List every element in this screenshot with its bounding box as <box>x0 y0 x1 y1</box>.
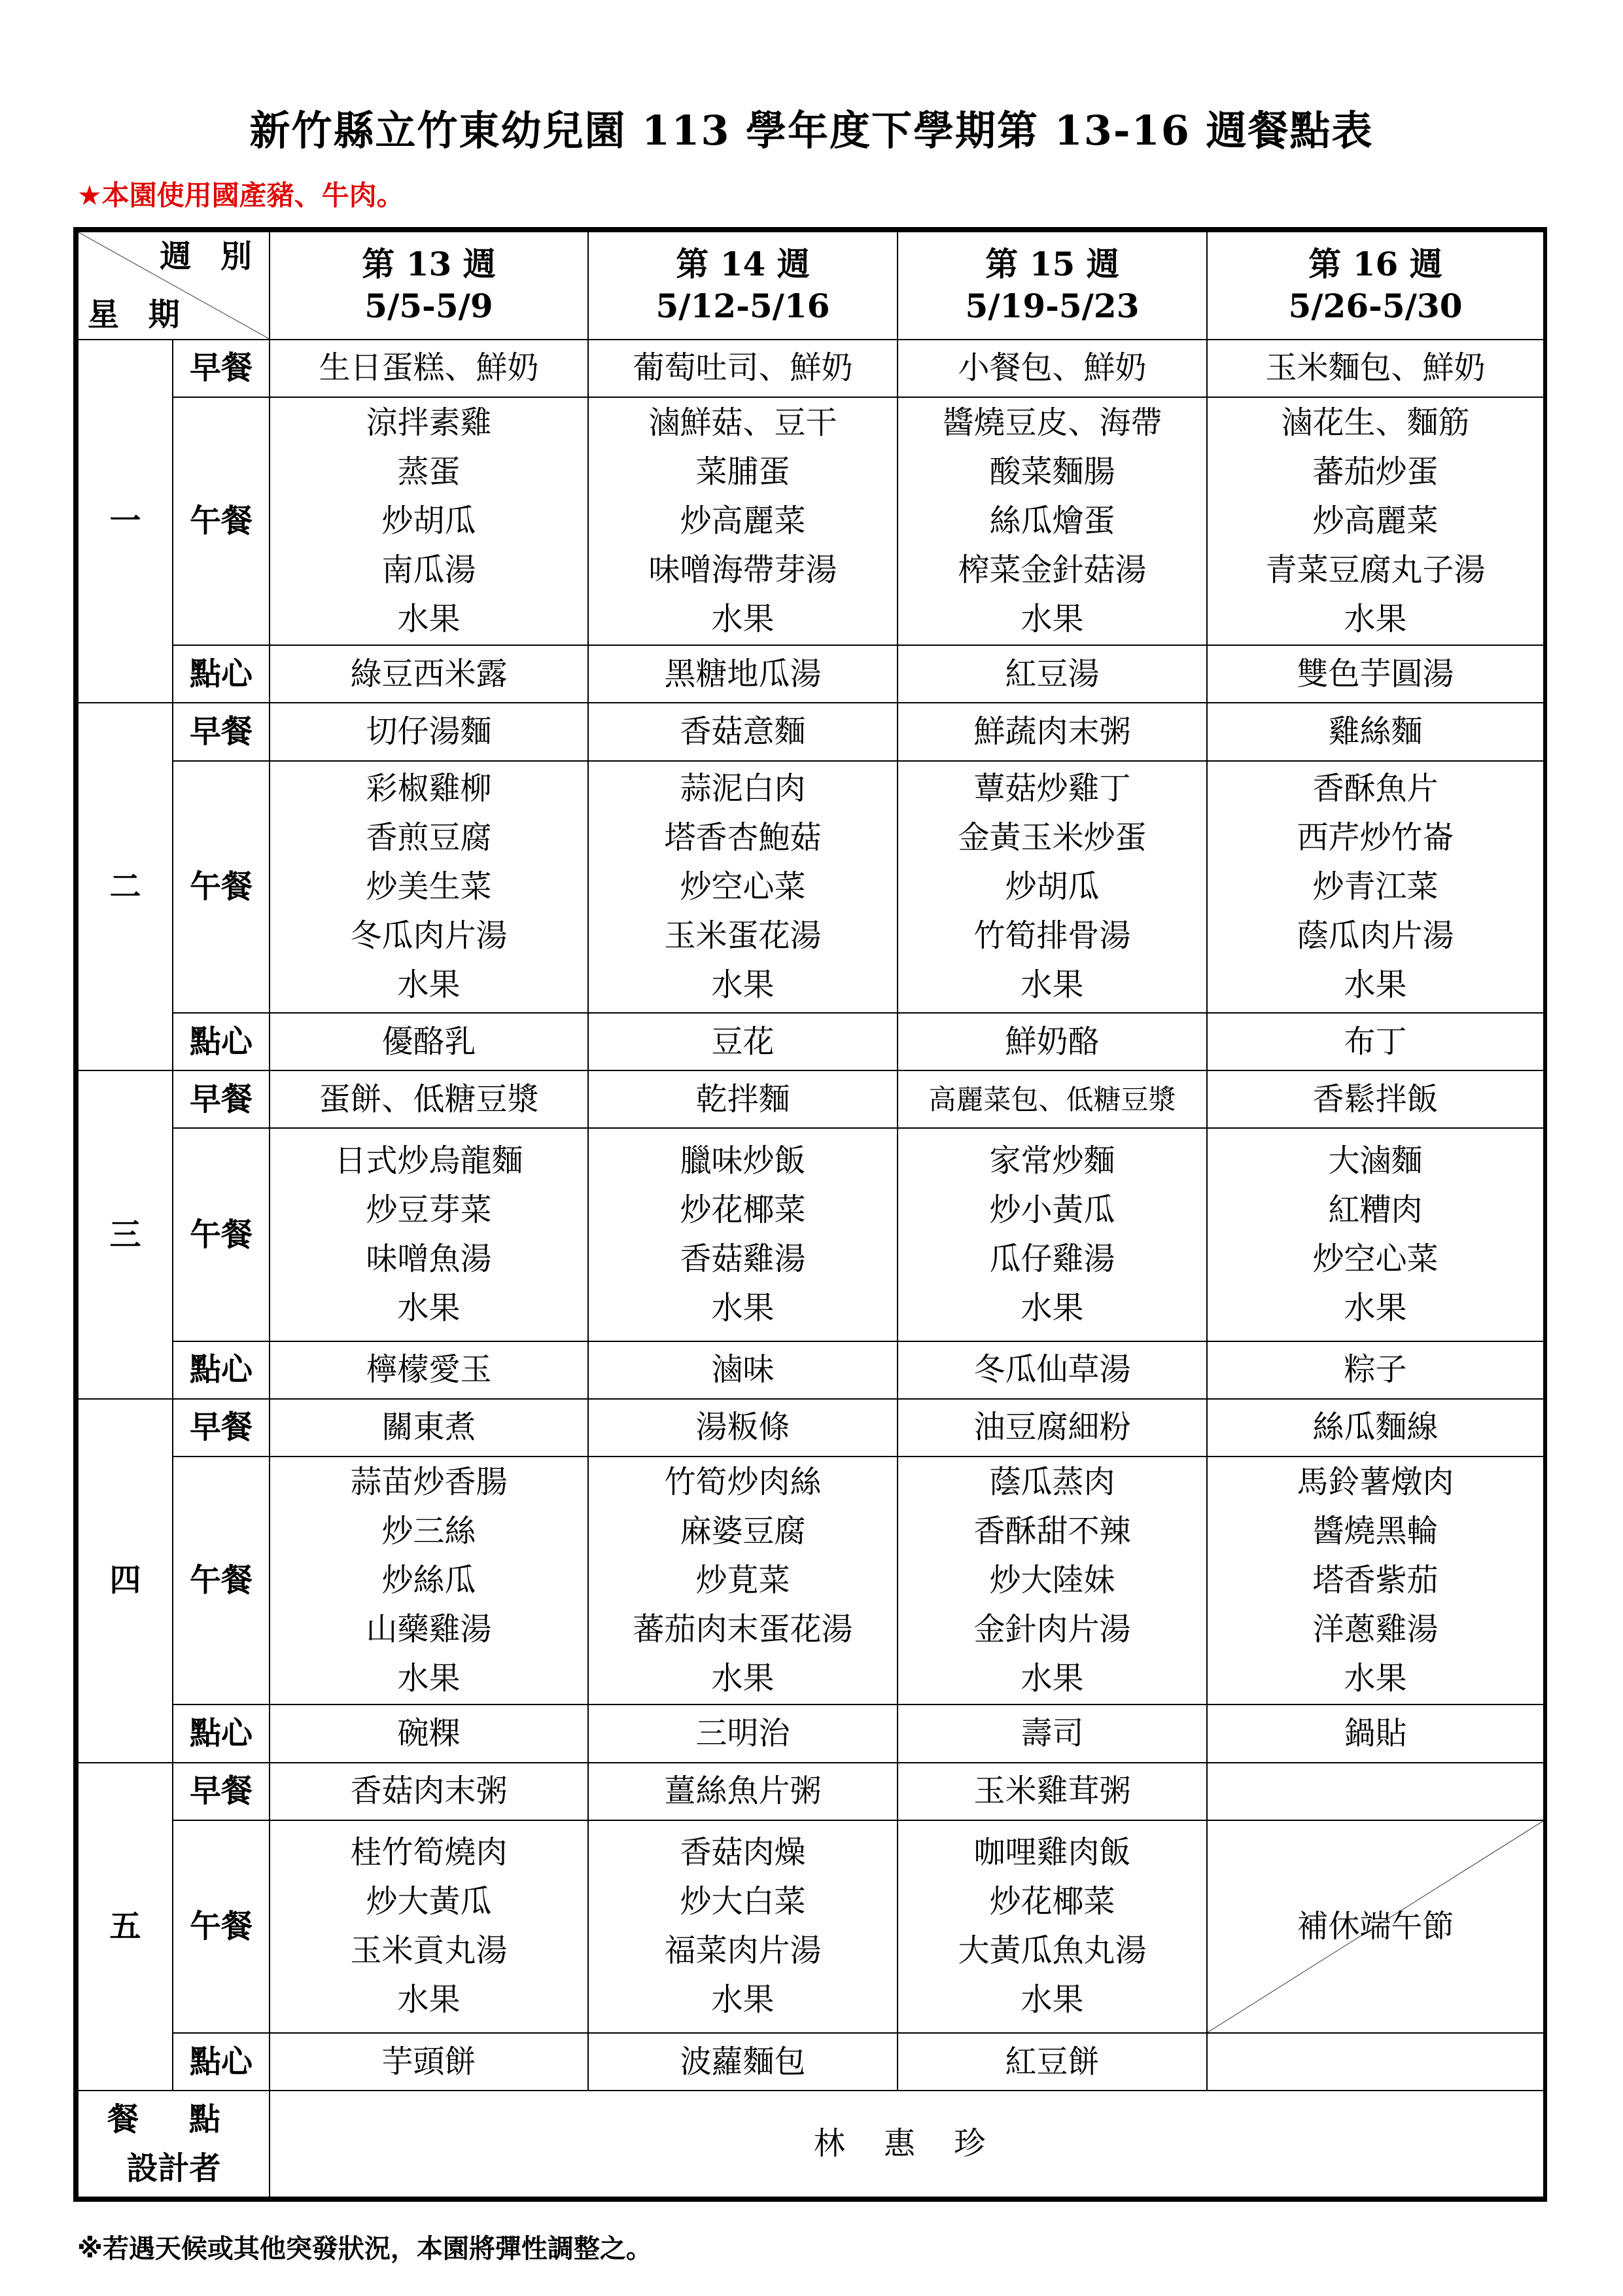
lunch-item: 蒜泥白肉 <box>680 769 806 807</box>
breakfast-cell: 鮮蔬肉末粥 <box>898 703 1207 760</box>
lunch-row <box>78 1128 1544 1341</box>
weather-footnote: ※若遇天候或其他突發狀況，本園將彈性調整之。 <box>77 2234 652 2264</box>
lunch-item: 竹筍排骨湯 <box>973 917 1131 954</box>
week-day-corner <box>78 232 270 340</box>
lunch-item: 山藥雞湯 <box>366 1611 492 1648</box>
lunch-item: 蒸蛋 <box>397 453 461 490</box>
lunch-item: 香酥魚片 <box>1312 769 1439 807</box>
designer-label-line-1: 餐 點 <box>107 2100 240 2138</box>
lunch-item: 涼拌素雞 <box>366 404 492 441</box>
lunch-item: 炒青江菜 <box>1312 868 1439 905</box>
breakfast-cell: 切仔湯麵 <box>270 703 588 760</box>
lunch-item: 榨菜金針菇湯 <box>958 551 1147 588</box>
lunch-cell <box>898 1128 1207 1341</box>
lunch-cell <box>1207 1128 1544 1341</box>
breakfast-cell: 小餐包、鮮奶 <box>898 340 1207 397</box>
lunch-item: 馬鈴薯燉肉 <box>1297 1464 1454 1501</box>
lunch-item: 南瓜湯 <box>381 551 476 588</box>
lunch-item: 酸菜麵腸 <box>989 453 1115 490</box>
lunch-item: 醬燒豆皮、海帶 <box>942 404 1162 441</box>
lunch-item: 水果 <box>1344 966 1407 1003</box>
breakfast-cell: 薑絲魚片粥 <box>588 1763 898 1820</box>
lunch-cell <box>270 1820 588 2033</box>
lunch-item: 炒大陸妹 <box>989 1562 1115 1599</box>
breakfast-cell: 香菇肉末粥 <box>270 1763 588 1820</box>
snack-cell: 壽司 <box>898 1704 1207 1762</box>
lunch-item: 炒高麗菜 <box>1312 502 1439 539</box>
snack-cell: 豆花 <box>588 1013 898 1070</box>
lunch-row <box>78 761 1544 1013</box>
meal-label-snack: 點心 <box>173 645 270 703</box>
breakfast-cell: 絲瓜麵線 <box>1207 1399 1544 1457</box>
lunch-item: 臘味炒飯 <box>680 1142 806 1180</box>
lunch-item: 炒胡瓜 <box>1005 868 1100 905</box>
designer-label-line-2: 設計者 <box>126 2149 221 2187</box>
snack-cell: 黑糖地瓜湯 <box>588 645 898 703</box>
lunch-item: 水果 <box>397 1660 461 1697</box>
breakfast-row <box>78 703 1544 760</box>
corner-day-label: 星 期 <box>88 296 189 333</box>
snack-cell: 檸檬愛玉 <box>270 1341 588 1399</box>
holiday-cell <box>1207 1820 1544 2033</box>
lunch-cell <box>1207 1457 1544 1704</box>
breakfast-cell: 高麗菜包、低糖豆漿 <box>898 1070 1207 1128</box>
breakfast-cell: 油豆腐細粉 <box>898 1399 1207 1457</box>
snack-row <box>78 2033 1544 2091</box>
lunch-item: 福菜肉片湯 <box>664 1932 822 1969</box>
week-label: 第 13 週 <box>362 245 496 284</box>
lunch-item: 金針肉片湯 <box>973 1611 1131 1648</box>
meal-label-lunch: 午餐 <box>173 1128 270 1341</box>
lunch-item: 瓜仔雞湯 <box>989 1241 1115 1278</box>
lunch-item: 玉米貢丸湯 <box>350 1932 508 1969</box>
lunch-item: 水果 <box>711 600 775 637</box>
lunch-item: 紅糟肉 <box>1328 1192 1423 1229</box>
meal-label-breakfast: 早餐 <box>173 1070 270 1128</box>
lunch-item: 蔭瓜肉片湯 <box>1297 917 1454 954</box>
lunch-item: 炒三絲 <box>381 1513 476 1550</box>
lunch-cell <box>270 761 588 1013</box>
lunch-item: 炒高麗菜 <box>680 502 806 539</box>
meal-label-snack: 點心 <box>173 1013 270 1070</box>
day-label: 一 <box>78 340 173 703</box>
snack-cell: 芋頭餅 <box>270 2033 588 2091</box>
lunch-item: 蒜苗炒香腸 <box>350 1464 508 1501</box>
breakfast-cell: 雞絲麵 <box>1207 703 1544 760</box>
lunch-item: 蕈菇炒雞丁 <box>973 769 1131 807</box>
lunch-item: 水果 <box>1344 1660 1407 1697</box>
lunch-item: 炒大白菜 <box>680 1883 806 1920</box>
lunch-item: 滷花生、麵筋 <box>1281 404 1470 441</box>
lunch-item: 家常炒麵 <box>989 1142 1115 1180</box>
lunch-item: 金黃玉米炒蛋 <box>958 819 1147 856</box>
snack-cell: 優酪乳 <box>270 1013 588 1070</box>
header-row <box>78 232 1544 340</box>
lunch-item: 炒絲瓜 <box>381 1562 476 1599</box>
lunch-item: 滷鮮菇、豆干 <box>648 404 837 441</box>
snack-cell: 三明治 <box>588 1704 898 1762</box>
snack-row <box>78 645 1544 703</box>
lunch-item: 塔香紫茄 <box>1312 1562 1439 1599</box>
snack-cell: 綠豆西米露 <box>270 645 588 703</box>
lunch-cell <box>898 1820 1207 2033</box>
breakfast-row <box>78 340 1544 397</box>
lunch-cell <box>1207 397 1544 645</box>
breakfast-cell: 關東煮 <box>270 1399 588 1457</box>
lunch-item: 炒莧菜 <box>695 1562 790 1599</box>
day-label: 二 <box>78 703 173 1070</box>
lunch-item: 炒小黃瓜 <box>989 1192 1115 1229</box>
lunch-item: 青菜豆腐丸子湯 <box>1265 551 1486 588</box>
lunch-item: 炒胡瓜 <box>381 502 476 539</box>
week-dates: 5/19-5/23 <box>965 287 1140 326</box>
meal-label-breakfast: 早餐 <box>173 703 270 760</box>
snack-cell: 鮮奶酪 <box>898 1013 1207 1070</box>
snack-row <box>78 1341 1544 1399</box>
lunch-item: 水果 <box>1344 1290 1407 1327</box>
week-header-16 <box>1207 232 1544 340</box>
lunch-item: 炒豆芽菜 <box>366 1192 492 1229</box>
snack-row <box>78 1704 1544 1762</box>
lunch-item: 玉米蛋花湯 <box>664 917 822 954</box>
week-dates: 5/12-5/16 <box>655 287 830 326</box>
meal-menu-table <box>77 231 1544 2198</box>
lunch-cell <box>588 397 898 645</box>
day-label: 五 <box>78 1763 173 2091</box>
meal-label-snack: 點心 <box>173 1704 270 1762</box>
lunch-item: 水果 <box>397 1290 461 1327</box>
lunch-item: 水果 <box>397 600 461 637</box>
lunch-item: 炒大黃瓜 <box>366 1883 492 1920</box>
meal-label-lunch: 午餐 <box>173 1457 270 1704</box>
breakfast-cell <box>1207 1763 1544 1820</box>
lunch-cell <box>588 1457 898 1704</box>
lunch-item: 炒美生菜 <box>366 868 492 905</box>
lunch-item: 水果 <box>1021 966 1084 1003</box>
designer-label <box>78 2091 270 2197</box>
lunch-item: 絲瓜燴蛋 <box>989 502 1115 539</box>
lunch-item: 水果 <box>397 966 461 1003</box>
meal-label-breakfast: 早餐 <box>173 1763 270 1820</box>
week-header-15 <box>898 232 1207 340</box>
snack-cell: 滷味 <box>588 1341 898 1399</box>
breakfast-cell: 生日蛋糕、鮮奶 <box>270 340 588 397</box>
snack-row <box>78 1013 1544 1070</box>
breakfast-cell: 乾拌麵 <box>588 1070 898 1128</box>
lunch-item: 水果 <box>1021 1660 1084 1697</box>
lunch-item: 水果 <box>711 966 775 1003</box>
lunch-item: 竹筍炒肉絲 <box>664 1464 822 1501</box>
lunch-item: 水果 <box>1021 1981 1084 2019</box>
week-label: 第 15 週 <box>985 245 1119 284</box>
snack-cell: 碗粿 <box>270 1704 588 1762</box>
week-label: 第 16 週 <box>1308 245 1442 284</box>
breakfast-cell: 香菇意麵 <box>588 703 898 760</box>
snack-cell <box>1207 2033 1544 2091</box>
lunch-item: 炒空心菜 <box>1312 1241 1439 1278</box>
week-dates: 5/26-5/30 <box>1288 287 1463 326</box>
day-label: 三 <box>78 1070 173 1399</box>
lunch-item: 水果 <box>711 1981 775 2019</box>
snack-cell: 冬瓜仙草湯 <box>898 1341 1207 1399</box>
lunch-item: 水果 <box>1344 600 1407 637</box>
lunch-cell <box>588 761 898 1013</box>
lunch-row <box>78 1820 1544 2033</box>
lunch-item: 炒花椰菜 <box>989 1883 1115 1920</box>
week-header-13 <box>270 232 588 340</box>
lunch-cell <box>270 1128 588 1341</box>
breakfast-row <box>78 1763 1544 1820</box>
lunch-item: 西芹炒竹崙 <box>1297 819 1454 856</box>
lunch-item: 菜脯蛋 <box>695 453 790 490</box>
lunch-item: 洋蔥雞湯 <box>1312 1611 1439 1648</box>
lunch-cell <box>588 1820 898 2033</box>
lunch-item: 咖哩雞肉飯 <box>973 1834 1131 1871</box>
holiday-label: 補休端午節 <box>1297 1907 1454 1945</box>
breakfast-cell: 蛋餅、低糖豆漿 <box>270 1070 588 1128</box>
lunch-item: 醬燒黑輪 <box>1312 1513 1439 1550</box>
snack-cell: 波蘿麵包 <box>588 2033 898 2091</box>
corner-week-label: 週 別 <box>160 238 261 275</box>
week-label: 第 14 週 <box>676 245 810 284</box>
lunch-cell <box>898 1457 1207 1704</box>
lunch-cell <box>898 761 1207 1013</box>
lunch-cell <box>1207 761 1544 1013</box>
meal-label-lunch: 午餐 <box>173 761 270 1013</box>
meal-label-breakfast: 早餐 <box>173 340 270 397</box>
breakfast-row <box>78 1399 1544 1457</box>
lunch-item: 日式炒烏龍麵 <box>334 1142 523 1180</box>
lunch-item: 香煎豆腐 <box>366 819 492 856</box>
snack-cell: 布丁 <box>1207 1013 1544 1070</box>
meal-label-snack: 點心 <box>173 2033 270 2091</box>
breakfast-cell: 葡萄吐司、鮮奶 <box>588 340 898 397</box>
lunch-item: 大滷麵 <box>1328 1142 1423 1180</box>
lunch-cell <box>270 397 588 645</box>
day-label: 四 <box>78 1399 173 1763</box>
lunch-cell <box>270 1457 588 1704</box>
designer-name: 林 惠 珍 <box>270 2091 1544 2197</box>
lunch-item: 蕃茄炒蛋 <box>1312 453 1439 490</box>
page-title: 新竹縣立竹東幼兒園 113 學年度下學期第 13-16 週餐點表 <box>249 107 1374 154</box>
breakfast-cell: 玉米麵包、鮮奶 <box>1207 340 1544 397</box>
lunch-item: 麻婆豆腐 <box>680 1513 806 1550</box>
lunch-row <box>78 397 1544 645</box>
lunch-item: 塔香杏鮑菇 <box>664 819 822 856</box>
lunch-item: 味噌海帶芽湯 <box>648 551 837 588</box>
lunch-item: 香酥甜不辣 <box>973 1513 1131 1550</box>
pork-beef-notice: ★本園使用國產豬、牛肉。 <box>77 179 404 211</box>
lunch-row <box>78 1457 1544 1704</box>
meal-label-lunch: 午餐 <box>173 1820 270 2033</box>
lunch-item: 香菇肉燥 <box>680 1834 806 1871</box>
lunch-item: 香菇雞湯 <box>680 1241 806 1278</box>
meal-label-snack: 點心 <box>173 1341 270 1399</box>
lunch-item: 水果 <box>711 1290 775 1327</box>
lunch-item: 彩椒雞柳 <box>366 769 492 807</box>
lunch-item: 冬瓜肉片湯 <box>350 917 508 954</box>
lunch-item: 水果 <box>1021 600 1084 637</box>
snack-cell: 雙色芋圓湯 <box>1207 645 1544 703</box>
lunch-item: 桂竹筍燒肉 <box>350 1834 508 1871</box>
lunch-item: 水果 <box>397 1981 461 2019</box>
designer-row <box>78 2091 1544 2197</box>
snack-cell: 紅豆餅 <box>898 2033 1207 2091</box>
week-dates: 5/5-5/9 <box>364 287 493 326</box>
meal-label-lunch: 午餐 <box>173 397 270 645</box>
breakfast-cell: 香鬆拌飯 <box>1207 1070 1544 1128</box>
lunch-item: 蕃茄肉末蛋花湯 <box>633 1611 853 1648</box>
lunch-item: 炒花椰菜 <box>680 1192 806 1229</box>
lunch-item: 水果 <box>711 1660 775 1697</box>
lunch-cell <box>588 1128 898 1341</box>
lunch-cell <box>898 397 1207 645</box>
snack-cell: 鍋貼 <box>1207 1704 1544 1762</box>
lunch-item: 味噌魚湯 <box>366 1241 492 1278</box>
snack-cell: 粽子 <box>1207 1341 1544 1399</box>
meal-label-breakfast: 早餐 <box>173 1399 270 1457</box>
breakfast-cell: 湯粄條 <box>588 1399 898 1457</box>
lunch-item: 蔭瓜蒸肉 <box>989 1464 1115 1501</box>
snack-cell: 紅豆湯 <box>898 645 1207 703</box>
breakfast-row <box>78 1070 1544 1128</box>
week-header-14 <box>588 232 898 340</box>
breakfast-cell: 玉米雞茸粥 <box>898 1763 1207 1820</box>
lunch-item: 炒空心菜 <box>680 868 806 905</box>
lunch-item: 大黃瓜魚丸湯 <box>958 1932 1147 1969</box>
lunch-item: 水果 <box>1021 1290 1084 1327</box>
